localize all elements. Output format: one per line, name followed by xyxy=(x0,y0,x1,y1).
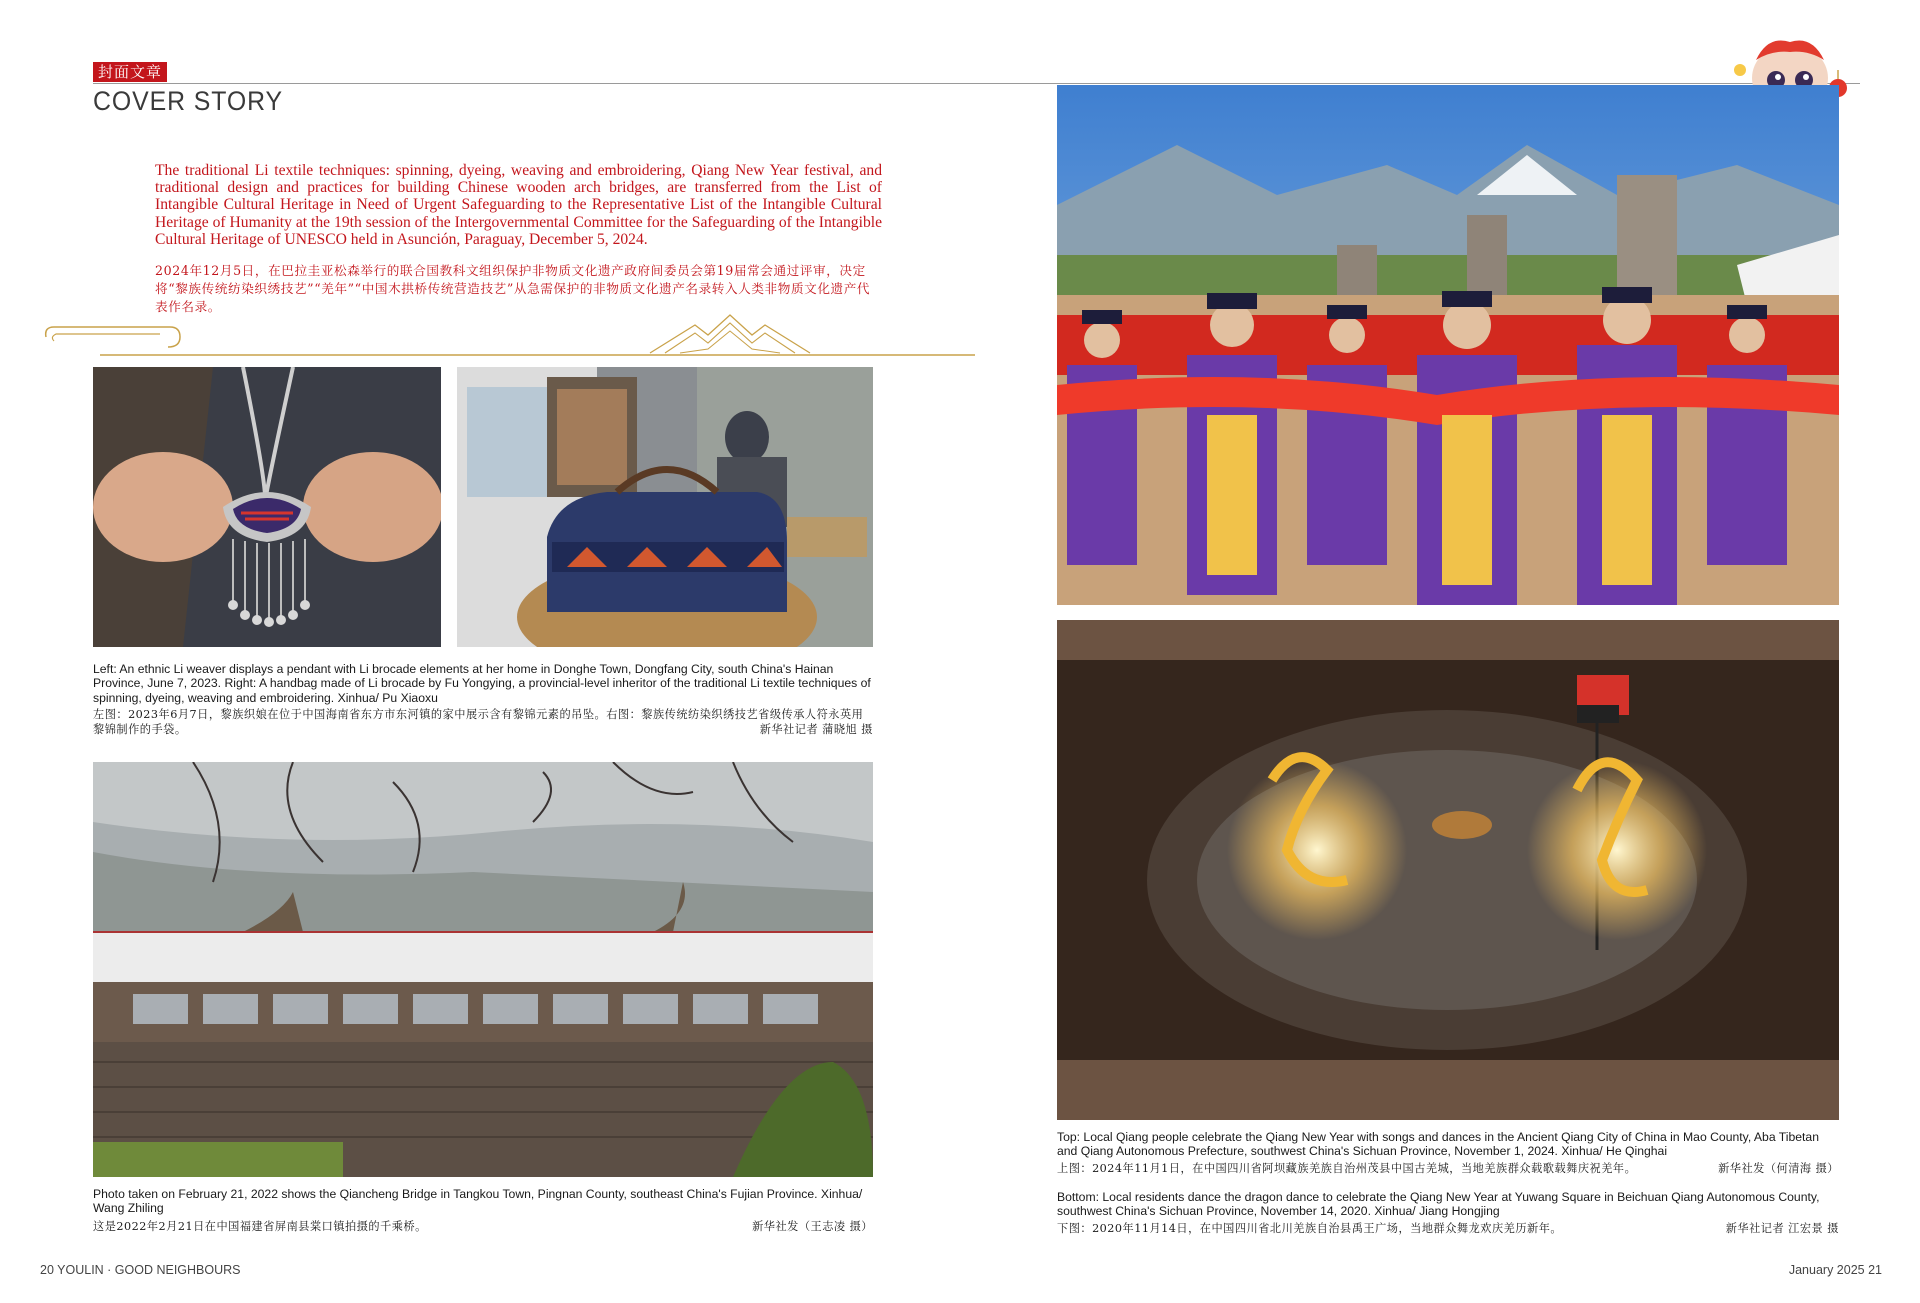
footer-right xyxy=(1789,1263,1882,1277)
intro-text-chinese: 2024年12月5日，在巴拉圭亚松森举行的联合国教科文组织保护非物质文化遗产政府间委员会第19届常会通过评审，决定将“黎族传统纺染织绣技艺”“羌年”“中国木拱桥传统营造技艺”从急需保护的非物质文化遗产名录转入人类非物质文化遗产代表作名录。 xyxy=(155,263,871,314)
caption-li-textile xyxy=(93,662,873,737)
caption-li-textile-english: Left: An ethnic Li weaver displays a pendant with Li brocade elements at her home in Donghe Town, Dongfang City, south China's Hainan Province, June 7, 2023. Right: A handbag made of Li brocade by Fu Yongying, a provincial-level inheritor of the traditional Li textile techniques of spinning, dyeing, weaving and embroidering. Xinhua/ Pu Xiaoxu xyxy=(93,662,871,705)
caption-qiang-top-chinese: 上图：2024年11月1日，在中国四川省阿坝藏族羌族自治州茂县中国古羌城，当地羌族群众载歌载舞庆祝羌年。 xyxy=(1057,1161,1637,1175)
caption-bridge xyxy=(93,1187,873,1234)
photo-dragon-dance xyxy=(1057,620,1839,1120)
ornament-divider xyxy=(40,297,975,359)
page-number-right: 21 xyxy=(1868,1263,1882,1277)
header-rule xyxy=(93,83,1860,84)
caption-qiang-bottom-chinese: 下图：2020年11月14日，在中国四川省北川羌族自治县禹王广场，当地群众舞龙欢庆羌历新年。 xyxy=(1057,1221,1563,1235)
intro-text-english: The traditional Li textile techniques: spinning, dyeing, weaving and embroidering, Qiang New Year festival, and traditional design and practices for building Chinese wooden arch bridges, are transferred from the List of Intangible Cultural Heritage in Need of Urgent Safeguarding to the Representative List of the Intangible Cultural Heritage of Humanity at the 19th session of the Intergovernmental Committee for the Safeguarding of the Intangible Cultural Heritage of UNESCO held in Asunción, Paraguay, December 5, 2024. xyxy=(155,162,882,248)
section-tag: 封面文章 xyxy=(93,62,167,82)
caption-bridge-english: Photo taken on February 21, 2022 shows the Qiancheng Bridge in Tangkou Town, Pingnan County, southeast China's Fujian Province. Xinhua/ Wang Zhiling xyxy=(93,1187,863,1216)
page-title: COVER STORY xyxy=(93,86,284,116)
caption-qiang-top-credit: 新华社发（何清海 摄） xyxy=(1718,1161,1839,1175)
photo-qiancheng-bridge xyxy=(93,762,873,1177)
photo-li-brocade-handbag xyxy=(457,367,873,647)
caption-qiang-bottom-english: Bottom: Local residents dance the dragon dance to celebrate the Qiang New Year at Yuwang Square in Beichuan Qiang Autonomous County, southwest China's Sichuan Province, November 14, 2020. Xinhua/ Jiang Hongjing xyxy=(1057,1190,1820,1219)
page-number-left: 20 xyxy=(40,1263,54,1277)
footer-left xyxy=(40,1263,241,1277)
magazine-name: YOULIN · GOOD NEIGHBOURS xyxy=(57,1263,241,1277)
issue-date: January 2025 xyxy=(1788,1263,1865,1277)
caption-li-textile-credit: 新华社记者 蒲晓旭 摄 xyxy=(759,723,873,737)
caption-li-textile-chinese: 左图：2023年6月7日，黎族织娘在位于中国海南省东方市东河镇的家中展示含有黎锦元素的吊坠。右图：黎族传统纺染织绣技艺省级传承人符永英用黎锦制作的手袋。 xyxy=(93,708,864,737)
photo-qiang-new-year-dance xyxy=(1057,85,1839,605)
caption-bridge-chinese: 这是2022年2月21日在中国福建省屏南县棠口镇拍摄的千乘桥。 xyxy=(93,1219,427,1233)
caption-qiang-bottom-credit: 新华社记者 江宏景 摄 xyxy=(1725,1221,1839,1235)
caption-qiang-top-english: Top: Local Qiang people celebrate the Qiang New Year with songs and dances in the Ancient Qiang City of China in Mao County, Aba Tibetan and Qiang Autonomous Prefecture, southwest China's Sichuan Province, November 1, 2024. Xinhua/ He Qinghai xyxy=(1057,1130,1819,1159)
caption-qiang-bottom xyxy=(1057,1190,1839,1236)
photo-li-brocade-pendant xyxy=(93,367,441,647)
caption-bridge-credit: 新华社发（王志凌 摄） xyxy=(752,1219,873,1233)
caption-qiang-top xyxy=(1057,1130,1839,1176)
